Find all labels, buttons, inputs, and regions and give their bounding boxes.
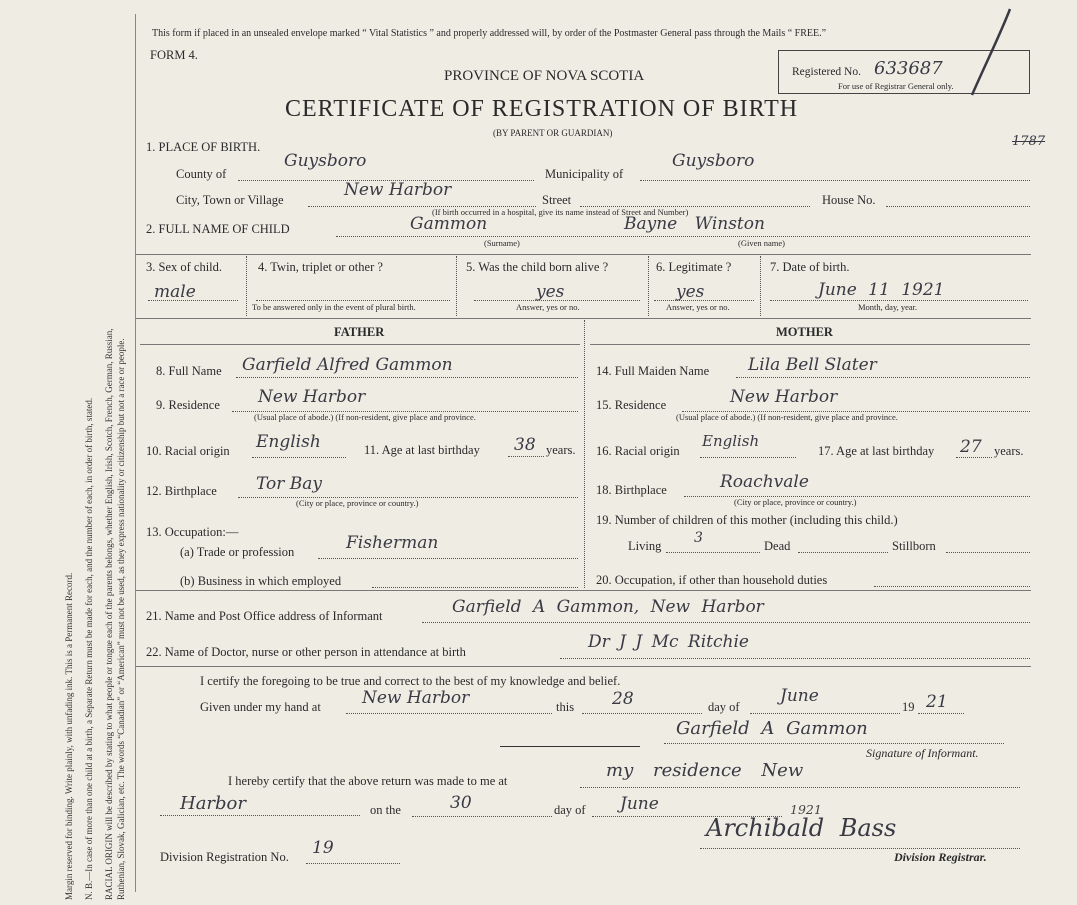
registrar-caption: Division Registrar. (894, 850, 987, 864)
father-heading: FATHER (334, 325, 385, 339)
father-years: years. (546, 443, 576, 457)
certify-month: June (780, 686, 819, 706)
father-name-value: Garfield Alfred Gammon (242, 355, 453, 375)
mother-residence-label: 15. Residence (596, 398, 667, 412)
registrar-day-of: day of (554, 803, 586, 817)
certificate-title: CERTIFICATE OF REGISTRATION OF BIRTH (285, 96, 799, 122)
certificate-subtitle: (BY PARENT OR GUARDIAN) (493, 128, 613, 138)
county-label: County of (176, 167, 227, 181)
registrar-general-note: For use of Registrar General only. (838, 81, 954, 91)
living-label: Living (628, 539, 662, 553)
certify-day: 28 (612, 689, 634, 709)
municipality-label: Municipality of (545, 167, 624, 181)
father-racial-label: 10. Racial origin (146, 444, 230, 458)
this-label: this (556, 700, 575, 714)
registrar-day: 30 (450, 793, 472, 813)
registrar-place-2: Harbor (180, 793, 246, 814)
registrar-year: 1921 (790, 802, 822, 817)
check-mark-icon (930, 5, 1020, 100)
children-label: 19. Number of children of this mother (including this child.) (596, 513, 898, 527)
informant-label: 21. Name and Post Office address of Informant (146, 609, 383, 623)
city-label: City, Town or Village (176, 193, 284, 207)
sex-label: 3. Sex of child. (146, 260, 223, 274)
binding-rule (135, 14, 136, 892)
binding-margin (0, 0, 135, 905)
date-label: 7. Date of birth. (770, 260, 850, 274)
mother-residence-note: (Usual place of abode.) (If non-resident, give place and province. (676, 412, 898, 422)
given-caption: (Given name) (738, 238, 785, 248)
hospital-note: (If birth occurred in a hospital, give its name instead of Street and Number) (432, 207, 689, 217)
house-no-label: House No. (822, 193, 876, 207)
corner-mark: 1787 (1012, 134, 1046, 149)
stillborn-label: Stillborn (892, 539, 936, 553)
alive-note: Answer, yes or no. (516, 302, 580, 312)
given-under-label: Given under my hand at (200, 700, 321, 714)
year-prefix: 19 (902, 700, 915, 714)
father-name-label: 8. Full Name (156, 364, 222, 378)
registered-number: 633687 (874, 58, 943, 79)
child-surname: Gammon (410, 214, 488, 234)
doctor-label: 22. Name of Doctor, nurse or other person in attendance at birth (146, 645, 466, 659)
margin-note-1: Margin reserved for binding. Write plainly, with unfading ink. This is a Permanent Record. (64, 572, 74, 900)
legitimate-label: 6. Legitimate ? (656, 260, 732, 274)
father-birthplace-label: 12. Birthplace (146, 484, 217, 498)
informant-signature: Garfield A Gammon (676, 718, 868, 739)
father-birthplace-value: Tor Bay (256, 474, 323, 494)
date-value: June 11 1921 (818, 280, 945, 300)
informant-value: Garfield A Gammon, New Harbor (452, 597, 764, 617)
twin-note: To be answered only in the event of plural birth. (252, 302, 416, 312)
registrar-signature: Archibald Bass (706, 814, 897, 842)
mother-birthplace-note: (City or place, province or country.) (734, 497, 857, 507)
place-of-birth-label: 1. PLACE OF BIRTH. (146, 140, 261, 154)
margin-note-4: Ruthenian, Slovak, Galician, etc. The words “Canadian” or “American” must not be used, as they express nationality or citizenship but not a race or people. (116, 338, 126, 900)
registrar-text: I hereby certify that the above return was made to me at (228, 774, 508, 788)
given-place-value: New Harbor (362, 688, 470, 708)
legitimate-note: Answer, yes or no. (666, 302, 730, 312)
mother-racial-value: English (702, 432, 760, 450)
surname-caption: (Surname) (484, 238, 520, 248)
alive-value: yes (536, 282, 565, 302)
registrar-place-1: my residence New (606, 760, 804, 781)
mother-age-value: 27 (960, 437, 982, 457)
on-the-label: on the (370, 803, 401, 817)
business-label: (b) Business in which employed (180, 574, 342, 588)
trade-value: Fisherman (346, 533, 439, 553)
mother-years: years. (994, 444, 1024, 458)
division-registration-number: 19 (312, 838, 334, 858)
postal-notice: This form if placed in an unsealed envelope marked “ Vital Statistics ” and properly addressed will, by order of the Postmaster General pass through the Mails “ FREE.” (152, 28, 827, 39)
mother-occupation-label: 20. Occupation, if other than household duties (596, 573, 828, 587)
year-suffix: 21 (926, 692, 948, 712)
father-age-label: 11. Age at last birthday (364, 443, 480, 457)
mother-racial-label: 16. Racial origin (596, 444, 680, 458)
living-value: 3 (694, 530, 703, 546)
father-residence-note: (Usual place of abode.) (If non-resident, give place and province. (254, 412, 476, 422)
father-birthplace-note: (City or place, province or country.) (296, 498, 419, 508)
father-age-value: 38 (514, 435, 536, 455)
child-name-label: 2. FULL NAME OF CHILD (146, 222, 290, 236)
registrar-month: June (620, 794, 659, 814)
mother-birthplace-label: 18. Birthplace (596, 483, 667, 497)
twin-label: 4. Twin, triplet or other ? (258, 260, 383, 274)
county-value: Guysboro (284, 151, 367, 171)
mother-residence-value: New Harbor (730, 387, 838, 407)
father-residence-label: 9. Residence (156, 398, 220, 412)
registered-label: Registered No. (792, 66, 861, 78)
mother-birthplace-value: Roachvale (720, 472, 809, 492)
father-residence-value: New Harbor (258, 387, 366, 407)
form-number: FORM 4. (150, 48, 198, 62)
father-occupation-label: 13. Occupation:— (146, 525, 239, 539)
certify-text: I certify the foregoing to be true and correct to the best of my knowledge and belief. (200, 674, 621, 688)
father-racial-value: English (256, 432, 321, 452)
dead-label: Dead (764, 539, 791, 553)
margin-note-3: RACIAL ORIGIN will be described by stating to what people or tongue each of the parents belongs, whether English, Irish, Scotch, French, German, Russian, (104, 328, 114, 900)
mother-name-label: 14. Full Maiden Name (596, 364, 710, 378)
day-of-label: day of (708, 700, 740, 714)
legitimate-value: yes (676, 282, 705, 302)
mother-age-label: 17. Age at last birthday (818, 444, 935, 458)
date-note: Month, day, year. (858, 302, 918, 312)
signature-caption: Signature of Informant. (866, 746, 979, 760)
trade-label: (a) Trade or profession (180, 545, 295, 559)
mother-name-value: Lila Bell Slater (748, 355, 877, 375)
alive-label: 5. Was the child born alive ? (466, 260, 609, 274)
mother-heading: MOTHER (776, 325, 833, 339)
province-heading: PROVINCE OF NOVA SCOTIA (444, 68, 645, 84)
sex-value: male (154, 282, 196, 302)
street-label: Street (542, 193, 572, 207)
division-registration-label: Division Registration No. (160, 850, 289, 864)
margin-note-2: N. B.—In case of more than one child at a birth, a Separate Return must be made for each, and the number of each, in order of birth, stated. (84, 397, 94, 900)
child-given-name: Bayne Winston (624, 214, 765, 234)
doctor-value: Dr J J Mc Ritchie (588, 632, 749, 652)
city-value: New Harbor (344, 180, 452, 200)
municipality-value: Guysboro (672, 151, 755, 171)
